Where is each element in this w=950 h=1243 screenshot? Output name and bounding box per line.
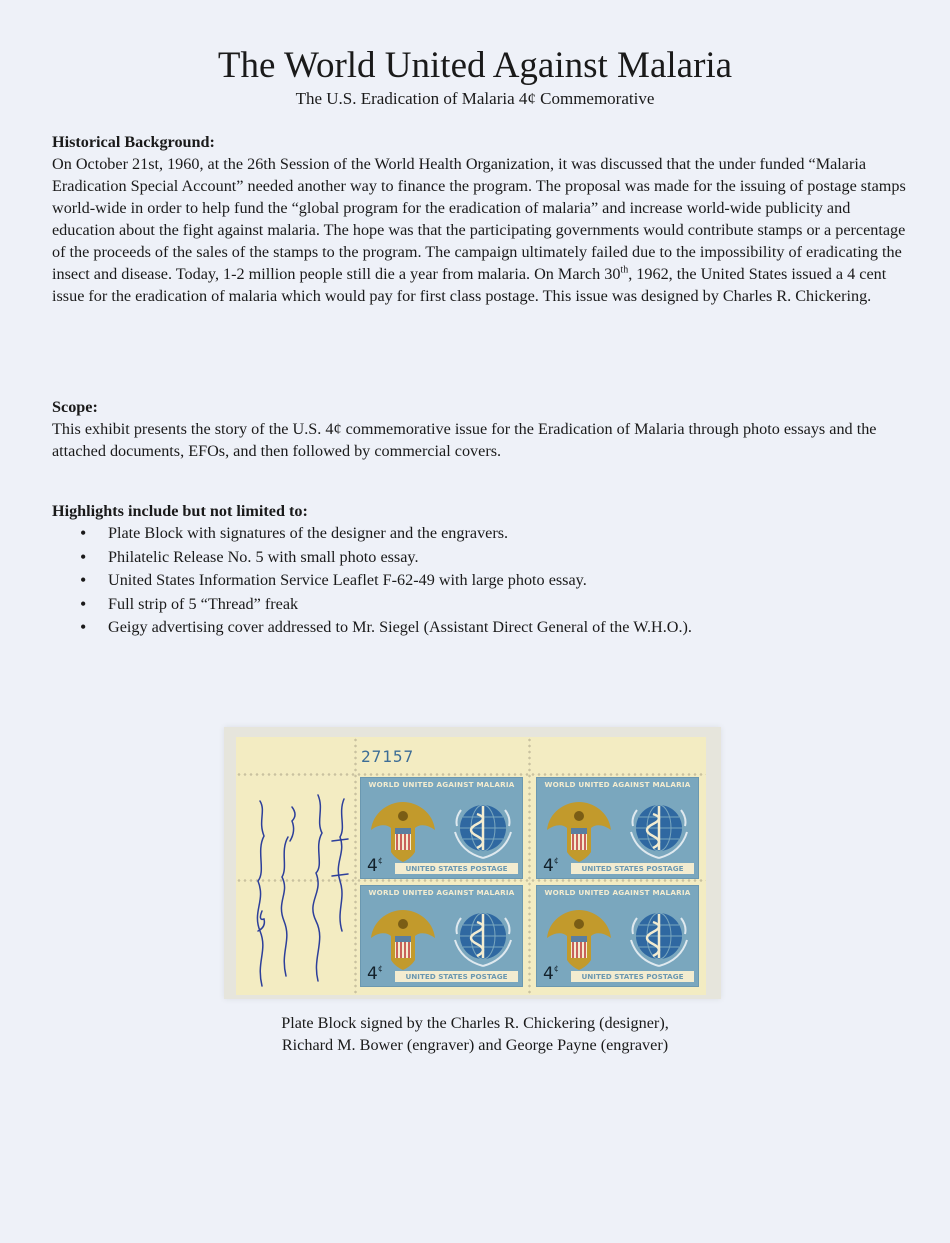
list-item: • Full strip of 5 “Thread” freak xyxy=(108,593,912,617)
caption-line-2: Richard M. Bower (engraver) and George Payne (engraver) xyxy=(281,1036,669,1054)
stamp xyxy=(536,777,699,879)
stamp-bottom-legend: UNITED STATES POSTAGE xyxy=(571,971,694,982)
highlights-heading: Highlights include but not limited to: xyxy=(52,502,308,520)
stamp-top-legend: WORLD UNITED AGAINST MALARIA xyxy=(368,888,515,897)
signatures-handwriting xyxy=(246,781,356,991)
historical-background-section xyxy=(52,131,912,307)
stamp xyxy=(360,777,523,879)
stamp xyxy=(360,885,523,987)
historical-background-text xyxy=(52,153,912,307)
stamp-denomination xyxy=(543,964,559,984)
scope-section xyxy=(52,396,912,462)
denomination-value: 4 xyxy=(543,964,554,984)
stamp-bottom-legend: UNITED STATES POSTAGE xyxy=(395,971,518,982)
denomination-value: 4 xyxy=(543,856,554,876)
background-text-part2: , 1962, the United States issued a 4 cent issue for the eradication of malaria which would pay for first class postage. This issue was designed by Charles R. Chickering. xyxy=(52,265,887,305)
list-item: • United States Information Service Leaflet F-62-49 with large photo essay. xyxy=(108,569,912,593)
background-text-superscript: th xyxy=(620,264,629,276)
list-item: • Geigy advertising cover addressed to Mr. Siegel (Assistant Direct General of the W.H.O.). xyxy=(108,616,912,640)
stamp-bottom-legend: UNITED STATES POSTAGE xyxy=(571,863,694,874)
denomination-unit: ¢ xyxy=(553,856,559,865)
stamp xyxy=(536,885,699,987)
list-item: • Plate Block with signatures of the designer and the engravers. xyxy=(108,522,912,546)
list-item: • Philatelic Release No. 5 with small photo essay. xyxy=(108,546,912,570)
stamp-bottom-legend: UNITED STATES POSTAGE xyxy=(395,863,518,874)
page-title: The World United Against Malaria xyxy=(217,45,733,86)
plate-block xyxy=(236,737,706,995)
plate-block-image xyxy=(224,727,721,999)
stamp-denomination xyxy=(367,856,383,876)
stamp-denomination xyxy=(367,964,383,984)
background-text-part1: On October 21st, 1960, at the 26th Session of the World Health Organization, it was discussed that the under funded “Malaria Eradication Special Account” needed another way to finance the program. The proposal was made for the issuing of postage stamps world-wide in order to help fund the “global program for the eradication of malaria” and increase world-wide publicity and education about the fight against malaria. The hope was that the participating governments would contribute stamps or a percentage of the proceeds of the sales of the stamps to the program. The campaign ultimately failed due to the impossibility of eradicating the insect and disease. Today, 1-2 million people still die a year from malaria. On March 30 xyxy=(52,155,906,283)
denomination-value: 4 xyxy=(367,856,378,876)
scope-text: This exhibit presents the story of the U.S. 4¢ commemorative issue for the Eradication of Malaria through photo essays and the attached documents, EFOs, and then followed by commercial covers. xyxy=(52,420,877,460)
who-emblem-icon xyxy=(447,900,519,972)
plate-number: 27157 xyxy=(361,747,415,766)
who-emblem-icon xyxy=(623,792,695,864)
denomination-unit: ¢ xyxy=(377,964,383,973)
stamp-denomination xyxy=(543,856,559,876)
highlights-list xyxy=(52,522,912,640)
stamp-top-legend: WORLD UNITED AGAINST MALARIA xyxy=(544,888,691,897)
denomination-unit: ¢ xyxy=(553,964,559,973)
page-subtitle: The U.S. Eradication of Malaria 4¢ Commemorative xyxy=(295,89,655,108)
stamp-top-legend: WORLD UNITED AGAINST MALARIA xyxy=(368,780,515,789)
who-emblem-icon xyxy=(623,900,695,972)
perforation-column xyxy=(528,737,531,995)
denomination-unit: ¢ xyxy=(377,856,383,865)
plate-block-caption xyxy=(0,1012,950,1056)
denomination-value: 4 xyxy=(367,964,378,984)
signatures xyxy=(246,781,356,991)
perforation-row xyxy=(236,773,706,776)
stamp-top-legend: WORLD UNITED AGAINST MALARIA xyxy=(544,780,691,789)
historical-background-heading: Historical Background: xyxy=(52,133,215,151)
who-emblem-icon xyxy=(447,792,519,864)
scope-heading: Scope: xyxy=(52,398,98,416)
caption-line-1: Plate Block signed by the Charles R. Chickering (designer), xyxy=(281,1014,669,1032)
highlights-section xyxy=(52,500,912,640)
